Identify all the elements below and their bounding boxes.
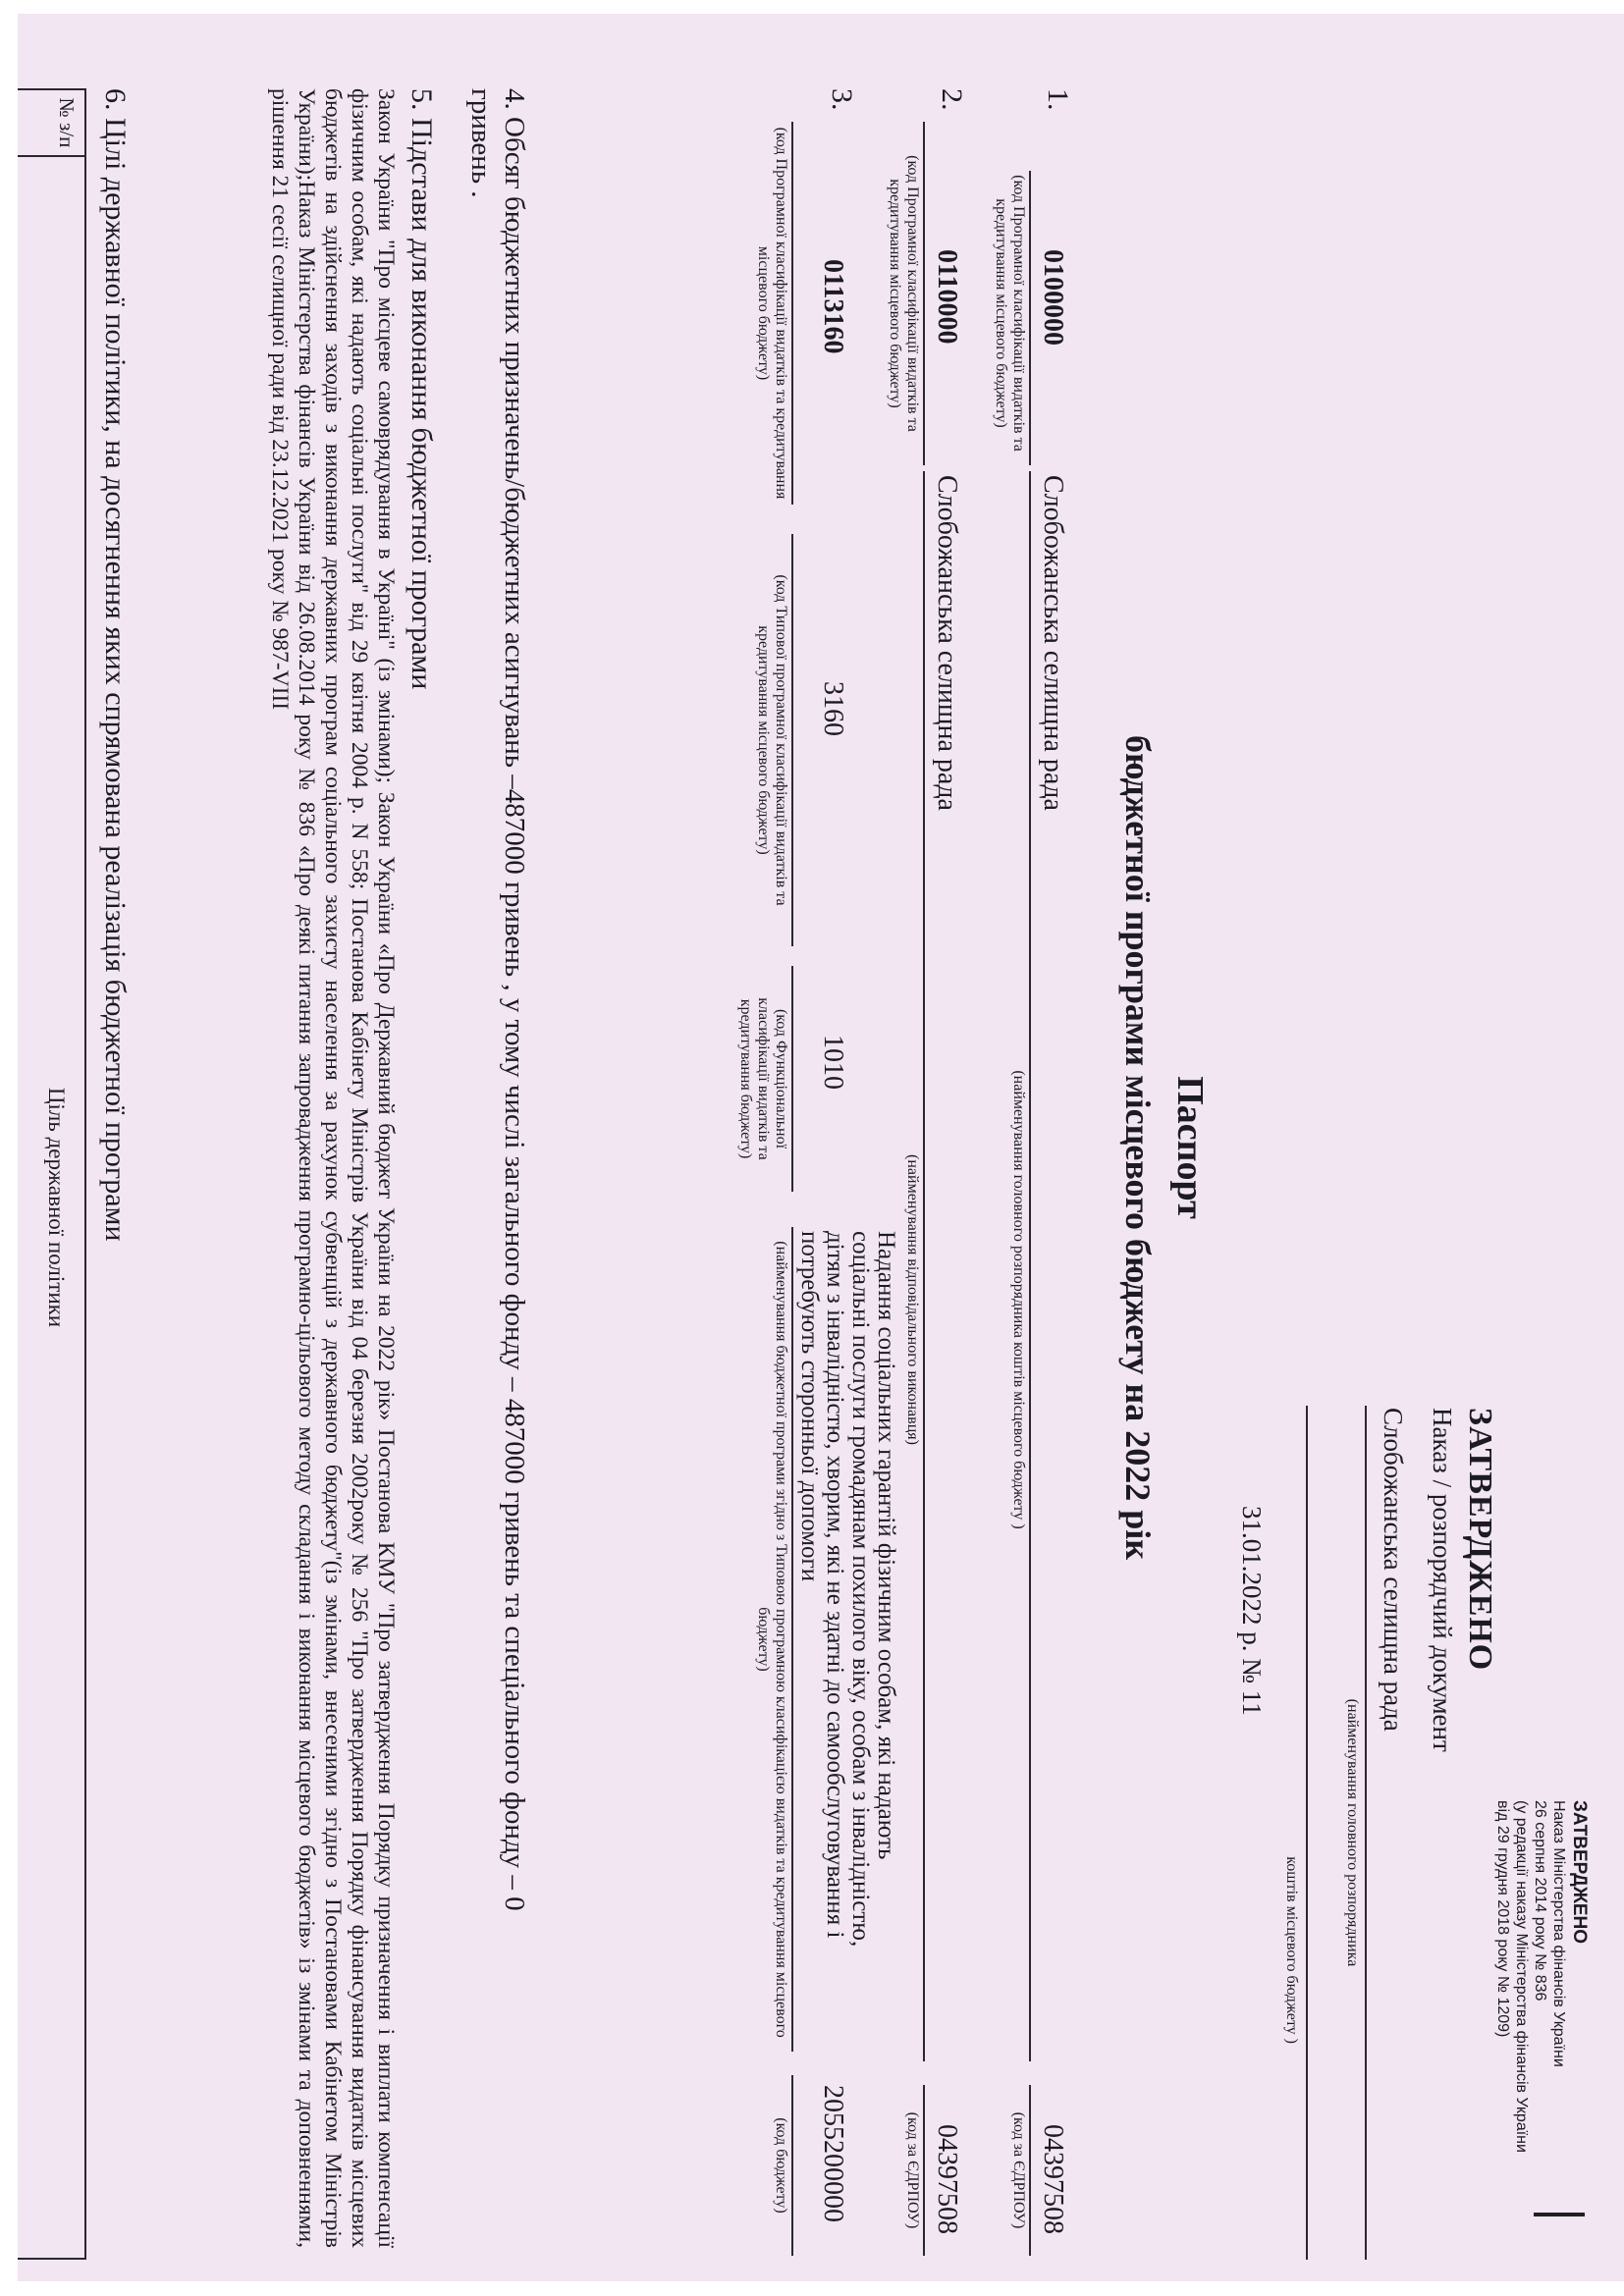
section-6-heading: 6. Цілі державної політики, на досягнення яких спрямована реалізація бюджетної програми — [99, 88, 132, 1242]
row-rule — [923, 471, 925, 2061]
edrpou-caption: (код за ЄДРПОУ) — [904, 2111, 921, 2229]
program-code: 0113160 — [818, 259, 848, 354]
approved-org-caption-2: коштів місцевого бюджету ) — [1283, 1856, 1300, 2044]
budget-code-caption: (код бюджету) — [773, 2117, 789, 2214]
approved-title: ЗАТВЕРДЖЕНО — [1462, 1408, 1498, 1672]
approved-org: Слобожанська селищна рада — [1379, 1408, 1408, 1732]
tpkv-code: 3160 — [818, 681, 848, 736]
table-header-number: № з/п — [18, 90, 84, 157]
code-caption: (код Програмної класифікації видатків та кредитування місцевого бюджету) — [887, 155, 921, 432]
row-rule — [1029, 2085, 1031, 2256]
row-rule — [791, 2075, 793, 2256]
row-number: 1. — [1042, 88, 1074, 111]
rotated-content — [18, 14, 1624, 2281]
row-rule — [791, 966, 793, 1192]
approval-stamp-title: ЗАТВЕРДЖЕНО — [1569, 1800, 1590, 1945]
section-5-text: Закон України "Про місцеве самоврядування в Україні" (із змінами); Закон України «Про Державний бюджет України на 2022 рік» Постанова КМУ "Про затвердження Порядку призначення і виплати компенсації фізичним особам, які надають соціальні послуги" від 29 квітня 2004 р. N 558; Постанова Кабінету Міністрів України від 04 березня 2002року № 256 "Про затвердження Порядку фінансування видатків місцевих бюджетів на здійснення заходів з виконання державних програм соціального захисту населення за рахунок субвенцій з державного бюджету"(із змінами, внесеними згідно з Постановами Кабінетом Міністрів України);Наказ Міністерства фінансів України від 26.08.2014 року № 836 «Про деякі питання запровадження програмно-цільового методу складання і виконання місцевого бюджетів» із змінами та доповненнями, рішення 21 сесії селищної ради від 23.12.2021 року № 987-VIII — [267, 88, 399, 2248]
tpkv-caption: (код Типової програмної класифікації видатків та кредитування місцевого бюджету) — [755, 574, 789, 906]
row-rule — [923, 122, 925, 465]
row-rule — [791, 1227, 793, 2052]
edrpou-code: 04397508 — [932, 2124, 962, 2234]
row-rule — [923, 2085, 925, 2256]
fkv-caption: (код Функціональної класифікації видатків та кредитування бюджету) — [737, 997, 789, 1160]
program-name-line: соціальні послуги громадянам похилого віку, особам з інвалідністю, — [847, 1231, 874, 1948]
program-name-line: потребують сторонньої допомоги — [796, 1231, 823, 1582]
code-caption: (код Програмної класифікації видатків та кредитування місцевого бюджету) — [755, 127, 789, 500]
program-code: 0100000 — [1038, 249, 1068, 346]
scanned-page — [18, 14, 1624, 2281]
approval-stamp-line: 26 серпня 2014 року № 836 — [1532, 1800, 1548, 2002]
approval-stamp-line: (у редакції наказу Міністерства фінансів України — [1513, 1800, 1530, 2153]
approved-org-rule — [1365, 1406, 1367, 2260]
approved-org-caption: (найменування головного розпорядника — [1344, 1698, 1361, 1967]
section-5-heading: 5. Підстави для виконання бюджетної програми — [406, 88, 438, 690]
passport-title: Паспорт — [1169, 1076, 1211, 1219]
approved-org-rule-2 — [1306, 1406, 1308, 2260]
row-number: 2. — [936, 88, 968, 111]
approved-date-number: 31.01.2022 р. № 11 — [1237, 1506, 1267, 1716]
approval-stamp-line: від 29 грудня 2018 року № 1209) — [1494, 1800, 1511, 2038]
section-4-line-2: гривень . — [465, 88, 497, 198]
code-caption: (код Програмної класифікації видатків та кредитування місцевого бюджету) — [993, 175, 1027, 452]
program-name-line: дітям з інвалідністю, хворим, які не здатні до самообслуговування і — [822, 1231, 848, 1939]
org-name: Слобожанська селищна рада — [932, 475, 962, 811]
fkv-code: 1010 — [818, 1035, 848, 1090]
program-name-caption: (найменування бюджетної програми згідно з Типовою програмною класифікацією видатків та кредитування місцевого бюджету) — [755, 1241, 789, 2038]
row-rule — [1029, 471, 1031, 2061]
edrpou-caption: (код за ЄДРПОУ) — [1010, 2111, 1027, 2229]
approval-stamp-line: Наказ Міністерства фінансів України — [1550, 1800, 1567, 2067]
program-code: 0110000 — [932, 249, 962, 345]
approval-stamp — [1493, 1800, 1589, 2252]
edrpou-code: 04397508 — [1038, 2124, 1068, 2234]
budget-code: 2055200000 — [818, 2085, 848, 2222]
name-caption: (найменування відповідального виконавця) — [904, 1154, 921, 1445]
section-4-line: 4. Обсяг бюджетних призначень/бюджетних асигнувань –487000 гривень , у тому числі загального фонду – 487000 гривень та спеціального фонду – 0 — [499, 88, 530, 1911]
row-rule — [1029, 171, 1031, 465]
org-name: Слобожанська селищна рада — [1038, 475, 1068, 811]
table-header-goal: Ціль державної політики — [44, 1087, 69, 1328]
row-rule — [791, 534, 793, 946]
row-number: 3. — [826, 88, 858, 111]
passport-subtitle: бюджетної програми місцевого бюджету на 2022 рік — [1118, 735, 1158, 1560]
row-rule — [791, 122, 793, 505]
name-caption: (найменування головного розпорядника коштів місцевого бюджету ) — [1010, 1070, 1027, 1529]
approved-doc-type: Наказ / розпорядчий документ — [1428, 1408, 1457, 1752]
goals-table — [18, 88, 86, 2260]
program-name-line: Надання соціальних гарантій фізичним особам, які надають — [873, 1231, 899, 1860]
